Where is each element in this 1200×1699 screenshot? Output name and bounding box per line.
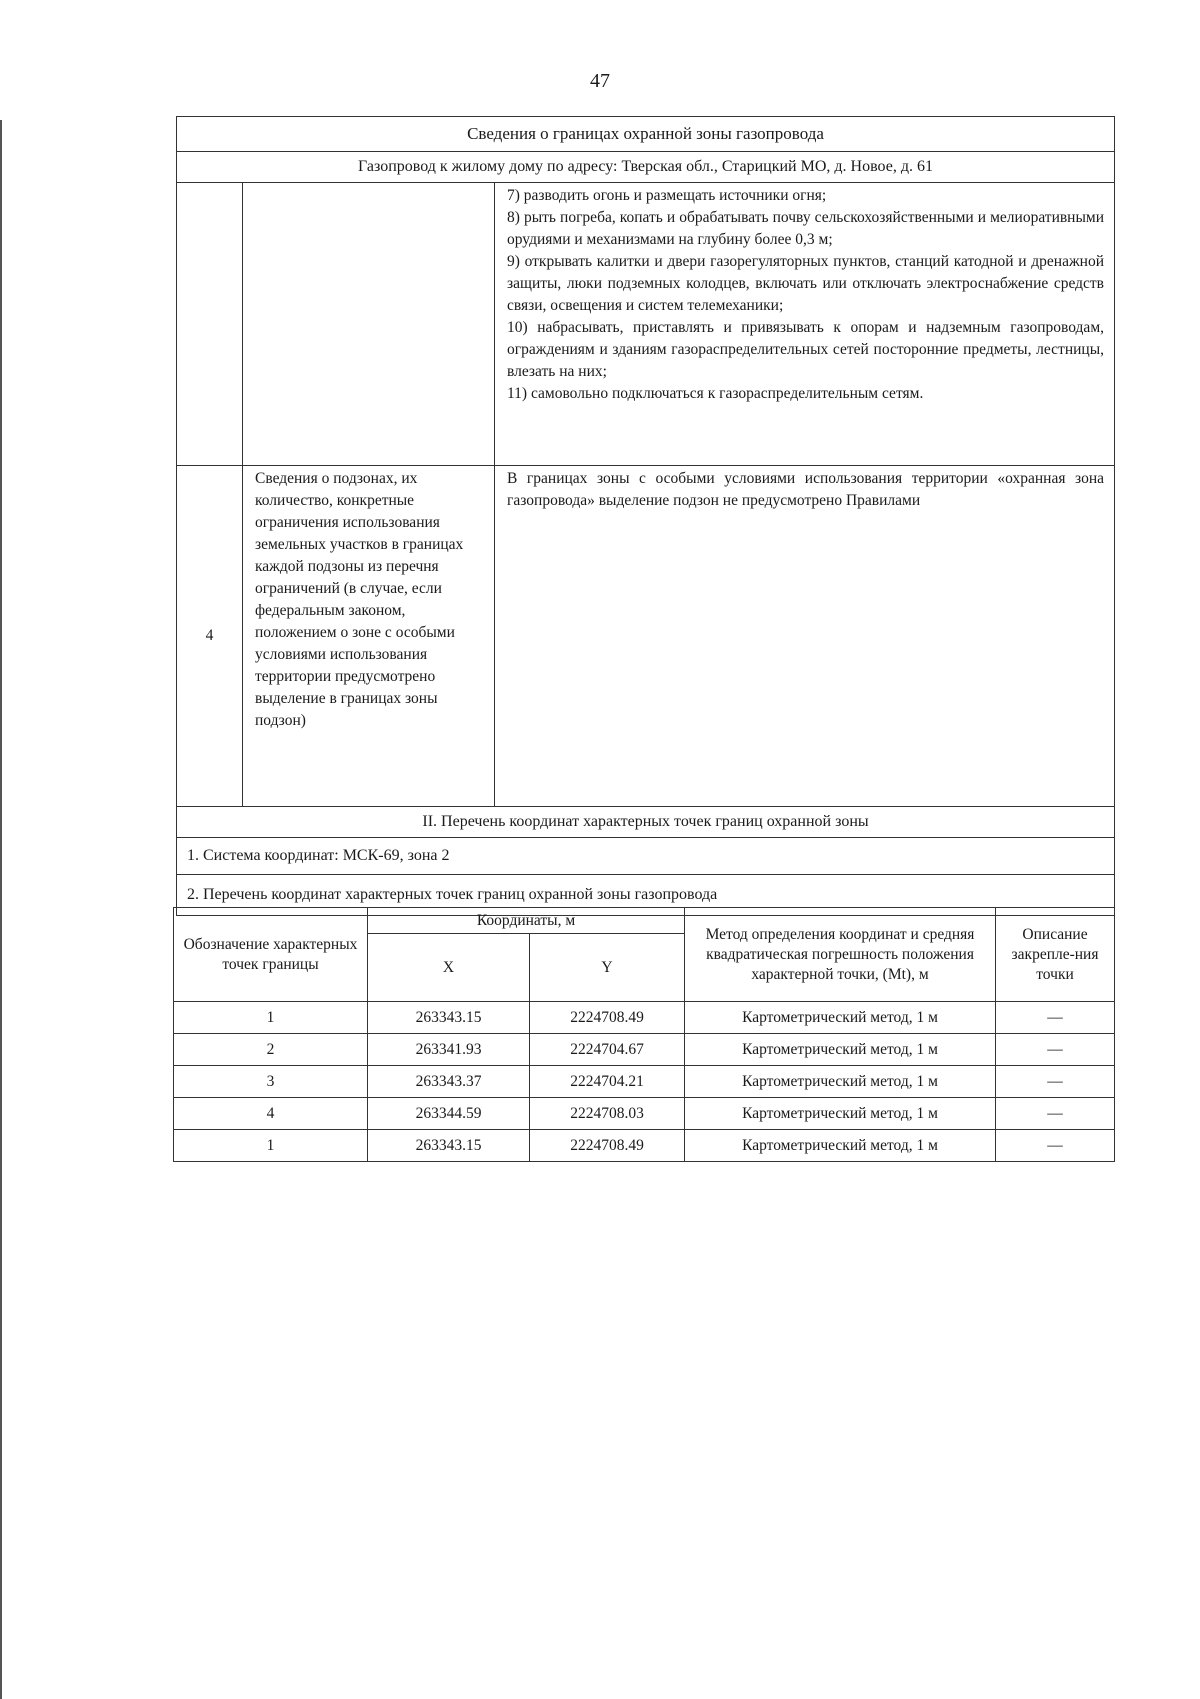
table-subtitle-row: [177, 152, 1115, 183]
point-cell: 2: [174, 1034, 368, 1066]
table-row: [174, 1066, 1115, 1098]
section-title-row: [177, 807, 1115, 838]
col-desc-header: Описание закрепле-ния точки: [996, 908, 1115, 1002]
restrictions-list: [495, 183, 1115, 466]
table-subtitle: Газопровод к жилому дому по адресу: Тверская обл., Старицкий МО, д. Новое, д. 61: [177, 152, 1115, 183]
method-cell: Картометрический метод, 1 м: [685, 1002, 996, 1034]
coordinate-system: 1. Система координат: МСК-69, зона 2: [177, 838, 1115, 875]
x-cell: 263344.59: [368, 1098, 530, 1130]
row-number: 4: [177, 466, 243, 807]
col-point-header: Обозначение характерных точек границы: [174, 908, 368, 1002]
page-number: 47: [590, 70, 610, 92]
subzones-row: [177, 466, 1115, 807]
restriction-item: 9) открывать калитки и двери газорегуляторных пунктов, станций катодной и дренажной защиты, люки подземных колодцев, включать или отключать электроснабжение средств связи, освещения и систем телемеханики;: [507, 253, 1104, 314]
desc-cell: —: [996, 1098, 1115, 1130]
restriction-item: 10) набрасывать, приставлять и привязывать к опорам и надземным газопроводам, ограждениям и зданиям газораспределительных сетей посторонние предметы, лестницы, влезать на них;: [507, 319, 1104, 380]
desc-cell: —: [996, 1034, 1115, 1066]
table-row: [174, 1098, 1115, 1130]
desc-cell: —: [996, 1002, 1115, 1034]
table-title: Сведения о границах охранной зоны газопровода: [177, 117, 1115, 152]
y-cell: 2224708.49: [530, 1130, 685, 1162]
table-title-row: [177, 117, 1115, 152]
point-cell: 1: [174, 1130, 368, 1162]
point-cell: 4: [174, 1098, 368, 1130]
coordinate-system-row: [177, 838, 1115, 875]
restriction-item: 7) разводить огонь и размещать источники огня;: [507, 187, 827, 204]
col-x-header: X: [368, 934, 530, 1002]
x-cell: 263343.15: [368, 1130, 530, 1162]
y-cell: 2224708.49: [530, 1002, 685, 1034]
coordinates-table: [173, 907, 1115, 1162]
method-cell: Картометрический метод, 1 м: [685, 1034, 996, 1066]
table-row: [174, 1002, 1115, 1034]
coordinate-list-title: 2. Перечень координат характерных точек границ охранной зоны газопровода: [177, 875, 1115, 916]
restrictions-name-cell: [243, 183, 495, 466]
col-y-header: Y: [530, 934, 685, 1002]
restrictions-number-cell: [177, 183, 243, 466]
y-cell: 2224704.67: [530, 1034, 685, 1066]
method-cell: Картометрический метод, 1 м: [685, 1130, 996, 1162]
row-value: В границах зоны с особыми условиями использования территории «охранная зона газопровода» выделение подзон не предусмотрено Правилами: [495, 466, 1115, 807]
restrictions-row: [177, 183, 1115, 466]
point-cell: 1: [174, 1002, 368, 1034]
x-cell: 263341.93: [368, 1034, 530, 1066]
y-cell: 2224708.03: [530, 1098, 685, 1130]
x-cell: 263343.15: [368, 1002, 530, 1034]
scan-edge: [0, 120, 2, 1699]
desc-cell: —: [996, 1130, 1115, 1162]
y-cell: 2224704.21: [530, 1066, 685, 1098]
col-method-header: Метод определения координат и средняя квадратическая погрешность положения характерной точки, (Mt), м: [685, 908, 996, 1002]
protection-zone-table: [176, 116, 1115, 916]
table-row: [174, 1034, 1115, 1066]
row-name: Сведения о подзонах, их количество, конкретные ограничения использования земельных участков в границах каждой подзоны из перечня ограничений (в случае, если федеральным законом, положением о зоне с особыми условиями использования территории предусмотрено выделение в границах зоны подзон): [243, 466, 495, 807]
method-cell: Картометрический метод, 1 м: [685, 1066, 996, 1098]
col-coords-header: Координаты, м: [368, 908, 685, 934]
method-cell: Картометрический метод, 1 м: [685, 1098, 996, 1130]
restriction-item: 11) самовольно подключаться к газораспределительным сетям.: [507, 385, 924, 402]
restriction-item: 8) рыть погреба, копать и обрабатывать почву сельскохозяйственными и мелиоративными орудиями и механизмами на глубину более 0,3 м;: [507, 209, 1104, 248]
table-row: [174, 1130, 1115, 1162]
point-cell: 3: [174, 1066, 368, 1098]
x-cell: 263343.37: [368, 1066, 530, 1098]
section-title: II. Перечень координат характерных точек границ охранной зоны: [177, 807, 1115, 838]
coordinates-header-row: [174, 908, 1115, 934]
desc-cell: —: [996, 1066, 1115, 1098]
